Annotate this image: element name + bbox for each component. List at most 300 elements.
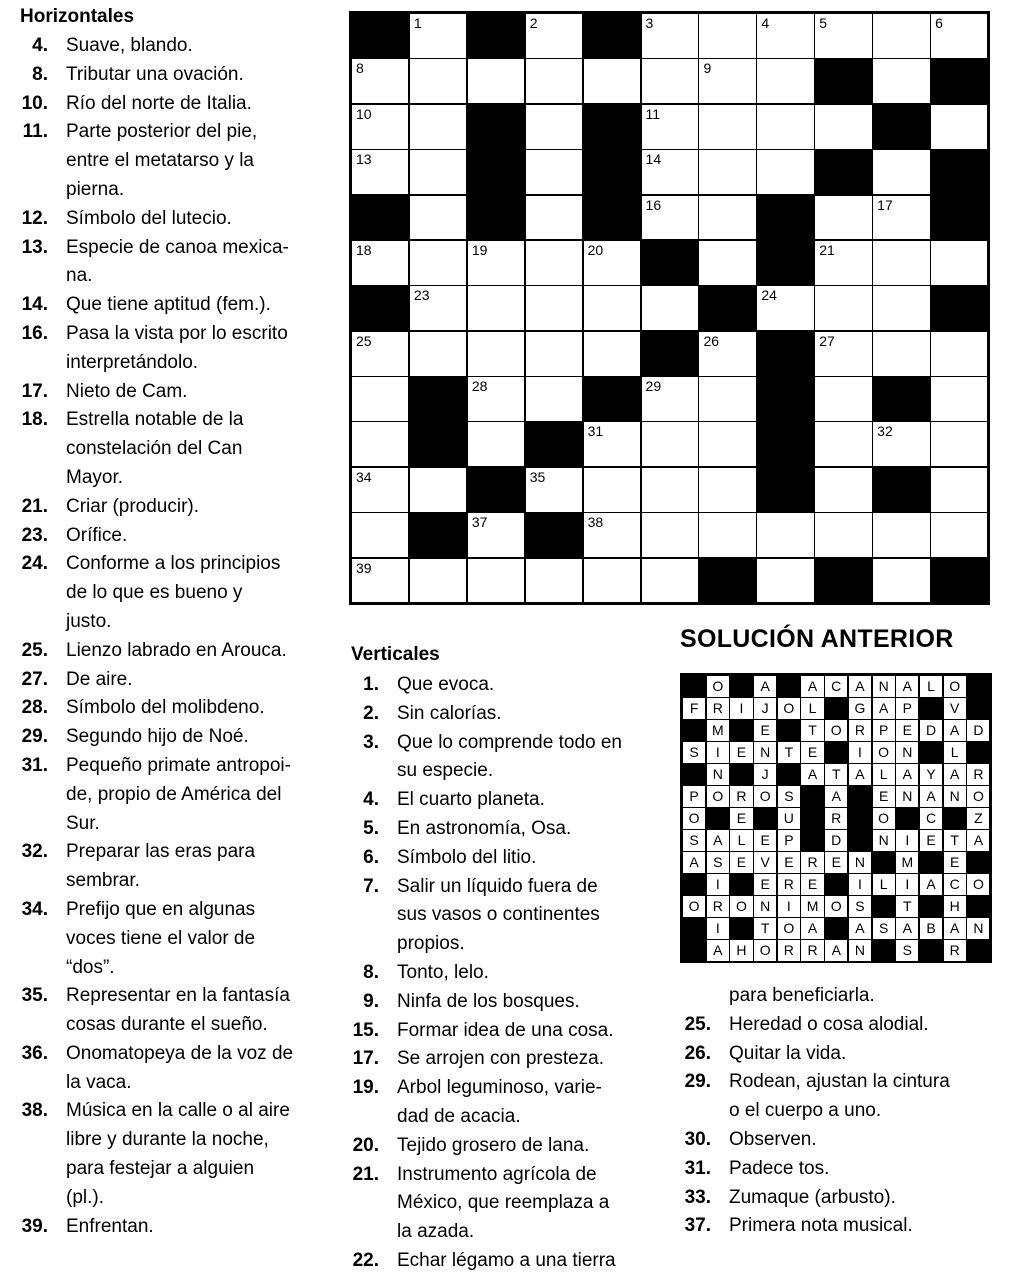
solution-black-cell — [800, 807, 824, 830]
crossword-cell[interactable] — [525, 58, 583, 104]
clue-line: Símbolo del litio. — [397, 846, 537, 868]
solution-letter-cell: S — [706, 851, 730, 874]
solution-letter-cell: J — [753, 697, 777, 720]
clue-line: Río del norte de Italia. — [66, 92, 252, 114]
clue-line: la vaca. — [66, 1071, 132, 1093]
solution-black-cell — [966, 741, 990, 764]
crossword-cell[interactable] — [583, 421, 641, 467]
clue-text — [729, 1011, 1003, 1040]
crossword-cell[interactable] — [641, 285, 699, 331]
crossword-cell[interactable] — [930, 512, 988, 558]
clue-number: 7. — [363, 875, 379, 897]
crossword-cell[interactable] — [872, 512, 930, 558]
crossword-cell[interactable] — [409, 58, 467, 104]
crossword-cell[interactable] — [814, 13, 872, 59]
clue-number: 19. — [352, 1077, 379, 1099]
crossword-cell[interactable] — [756, 285, 814, 331]
crossword-black-cell — [467, 13, 525, 59]
crossword-cell[interactable] — [872, 13, 930, 59]
clue-line: Orífice. — [66, 524, 128, 546]
cell-number: 8 — [356, 60, 364, 77]
solution-letter-cell: A — [706, 829, 730, 852]
clue-number: 4. — [363, 789, 379, 811]
clue-number: 17. — [21, 380, 48, 402]
verticales-title: Verticales — [351, 644, 440, 665]
crossword-cell[interactable] — [698, 13, 756, 59]
cell-number: 5 — [819, 15, 828, 31]
crossword-black-cell — [814, 149, 872, 195]
crossword-black-cell — [641, 240, 699, 286]
crossword-black-cell — [583, 104, 641, 150]
crossword-cell[interactable] — [525, 285, 583, 331]
crossword-cell[interactable] — [409, 104, 467, 150]
crossword-cell[interactable] — [583, 58, 641, 104]
clue-line: Ninfa de los bosques. — [397, 990, 580, 1012]
solution-letter-cell: I — [706, 873, 730, 896]
solution-black-cell — [729, 719, 753, 742]
clue-text — [66, 118, 332, 204]
crossword-cell[interactable] — [525, 558, 583, 604]
solution-letter-cell: A — [848, 763, 872, 786]
crossword-cell[interactable] — [756, 104, 814, 150]
crossword-cell[interactable] — [467, 512, 525, 558]
crossword-cell[interactable] — [583, 331, 641, 377]
clue-line: Quitar la vida. — [729, 1042, 847, 1064]
cell-number: 39 — [356, 559, 372, 576]
clue-text — [397, 671, 666, 700]
cell-number: 21 — [819, 241, 835, 258]
clue-text — [66, 723, 332, 752]
crossword-black-cell — [409, 512, 467, 558]
crossword-cell[interactable] — [525, 104, 583, 150]
horizontales-clue-list — [20, 32, 332, 1241]
solution-black-cell — [824, 873, 848, 896]
crossword-cell[interactable] — [872, 285, 930, 331]
clue-text — [66, 896, 332, 982]
solution-black-cell — [777, 675, 801, 698]
crossword-cell[interactable] — [698, 149, 756, 195]
verticales-clue-list-continued — [683, 982, 1003, 1241]
solution-black-cell — [919, 851, 943, 874]
clue-text — [397, 1074, 666, 1132]
crossword-cell[interactable] — [872, 149, 930, 195]
clue-line: Pasa la vista por lo escrito — [66, 322, 288, 344]
crossword-cell[interactable] — [872, 195, 930, 241]
solution-black-cell — [777, 763, 801, 786]
solution-black-cell — [706, 807, 730, 830]
crossword-cell[interactable] — [641, 195, 699, 241]
vertical-clue — [351, 1132, 666, 1161]
clue-line: Instrumento agrícola de — [397, 1163, 597, 1185]
solution-letter-cell: O — [943, 675, 967, 698]
horizontal-clue — [20, 694, 332, 723]
crossword-cell[interactable] — [351, 149, 409, 195]
crossword-cell[interactable] — [351, 376, 409, 422]
crossword-cell[interactable] — [814, 376, 872, 422]
solution-letter-cell: N — [753, 741, 777, 764]
crossword-cell[interactable] — [525, 331, 583, 377]
crossword-cell[interactable] — [525, 376, 583, 422]
solution-letter-cell: A — [753, 675, 777, 698]
crossword-cell[interactable] — [930, 13, 988, 59]
crossword-cell[interactable] — [814, 467, 872, 513]
horizontal-clue — [20, 406, 332, 492]
crossword-cell[interactable] — [467, 558, 525, 604]
solution-black-cell — [919, 741, 943, 764]
crossword-cell[interactable] — [872, 421, 930, 467]
crossword-cell[interactable] — [814, 421, 872, 467]
crossword-cell[interactable] — [756, 558, 814, 604]
crossword-cell[interactable] — [930, 467, 988, 513]
cell-number: 13 — [356, 151, 372, 168]
crossword-cell[interactable] — [467, 331, 525, 377]
crossword-cell[interactable] — [641, 512, 699, 558]
cell-number: 2 — [529, 15, 538, 31]
crossword-cell[interactable] — [409, 331, 467, 377]
vertical-clue — [351, 1017, 666, 1046]
crossword-cell[interactable] — [583, 512, 641, 558]
crossword-cell[interactable] — [698, 58, 756, 104]
crossword-cell[interactable] — [351, 331, 409, 377]
clue-text — [397, 815, 666, 844]
clue-number: 25. — [21, 639, 48, 661]
solution-letter-cell: N — [706, 763, 730, 786]
crossword-cell[interactable] — [641, 421, 699, 467]
clue-number: 3. — [363, 731, 379, 753]
cell-number: 19 — [471, 241, 488, 258]
solution-letter-cell: H — [943, 895, 967, 918]
crossword-cell[interactable] — [409, 240, 467, 286]
crossword-black-cell — [525, 421, 583, 467]
vertical-clue — [351, 959, 666, 988]
crossword-cell[interactable] — [525, 240, 583, 286]
crossword-cell[interactable] — [409, 285, 467, 331]
clue-number: 10. — [21, 92, 48, 114]
crossword-black-cell — [930, 58, 988, 104]
solution-letter-cell: E — [919, 829, 943, 852]
clue-number: 21. — [352, 1163, 379, 1185]
vertical-clue — [683, 1126, 1003, 1155]
solution-letter-cell: N — [966, 917, 990, 940]
solution-letter-cell: R — [824, 807, 848, 830]
solution-letter-cell: L — [872, 873, 896, 896]
crossword-cell[interactable] — [930, 376, 988, 422]
crossword-cell[interactable] — [351, 421, 409, 467]
crossword-cell[interactable] — [525, 149, 583, 195]
vertical-clue — [351, 1247, 666, 1276]
clue-line: Rodean, ajustan la cintura — [729, 1071, 950, 1093]
crossword-cell[interactable] — [351, 104, 409, 150]
clue-line: Formar idea de una cosa. — [397, 1019, 614, 1041]
clue-text — [66, 234, 332, 292]
crossword-cell[interactable] — [467, 240, 525, 286]
horizontal-clue — [20, 291, 332, 320]
crossword-cell[interactable] — [351, 58, 409, 104]
cell-number: 4 — [761, 15, 770, 31]
solution-letter-cell: L — [800, 697, 824, 720]
cell-number: 31 — [587, 423, 604, 440]
cell-number: 37 — [471, 514, 488, 531]
solution-letter-cell: A — [824, 785, 848, 808]
clue-text — [397, 1045, 666, 1074]
crossword-cell[interactable] — [872, 240, 930, 286]
solution-letter-cell: R — [966, 763, 990, 786]
clue-line: Sur. — [66, 812, 100, 834]
cell-number: 25 — [356, 332, 372, 349]
clue-line: Que lo comprende todo en — [397, 731, 622, 753]
solution-letter-cell: O — [682, 807, 706, 830]
vertical-clue — [351, 1074, 666, 1132]
crossword-cell[interactable] — [641, 58, 699, 104]
horizontal-clue — [20, 1097, 332, 1212]
clue-text — [66, 90, 332, 119]
vertical-clue — [351, 988, 666, 1017]
solution-letter-cell: R — [800, 939, 824, 962]
cell-number: 24 — [761, 287, 777, 304]
crossword-cell[interactable] — [814, 104, 872, 150]
clue-line: Que tiene aptitud (fem.). — [66, 294, 271, 316]
crossword-cell[interactable] — [930, 240, 988, 286]
clue-line: Que evoca. — [397, 674, 495, 695]
crossword-cell[interactable] — [698, 240, 756, 286]
solution-letter-cell: R — [943, 939, 967, 962]
crossword-cell[interactable] — [409, 558, 467, 604]
crossword-black-cell — [756, 240, 814, 286]
clue-number: 28. — [21, 697, 48, 719]
crossword-cell[interactable] — [756, 512, 814, 558]
solution-letter-cell: E — [895, 719, 919, 742]
solution-letter-cell: O — [753, 785, 777, 808]
crossword-cell[interactable] — [525, 195, 583, 241]
clue-line: El cuarto planeta. — [397, 789, 545, 811]
horizontal-clue — [20, 666, 332, 695]
solution-letter-cell: N — [895, 785, 919, 808]
solution-letter-cell: N — [753, 895, 777, 918]
solution-black-cell — [729, 675, 753, 698]
clue-line: Echar légamo a una tierra — [397, 1249, 616, 1271]
solution-letter-cell: A — [919, 785, 943, 808]
horizontal-clue — [20, 1040, 332, 1098]
clue-line: Tributar una ovación. — [66, 63, 244, 85]
solution-letter-cell: J — [753, 763, 777, 786]
crossword-cell[interactable] — [698, 376, 756, 422]
crossword-cell[interactable] — [872, 58, 930, 104]
crossword-cell[interactable] — [698, 512, 756, 558]
clue-text — [66, 752, 332, 838]
crossword-cell[interactable] — [641, 376, 699, 422]
solution-letter-cell: C — [919, 807, 943, 830]
clue-line: constelación del Can — [66, 438, 243, 460]
crossword-cell[interactable] — [814, 240, 872, 286]
crossword-cell[interactable] — [698, 421, 756, 467]
solution-black-cell — [966, 675, 990, 698]
solution-letter-cell: P — [872, 719, 896, 742]
crossword-black-cell — [583, 195, 641, 241]
cell-number: 20 — [587, 241, 604, 258]
crossword-cell[interactable] — [698, 104, 756, 150]
clue-text — [66, 1097, 332, 1212]
clue-line: cosas durante el sueño. — [66, 1014, 268, 1036]
clue-number: 29. — [21, 726, 48, 748]
crossword-cell[interactable] — [641, 13, 699, 59]
horizontal-clue — [20, 752, 332, 838]
solution-letter-cell: T — [895, 895, 919, 918]
crossword-black-cell — [351, 285, 409, 331]
solution-letter-cell: E — [800, 741, 824, 764]
horizontal-clue — [20, 61, 332, 90]
crossword-cell[interactable] — [351, 467, 409, 513]
clue-line: para festejar a alguien — [66, 1158, 255, 1180]
clue-line: “dos”. — [66, 956, 115, 978]
solution-letter-cell: S — [872, 917, 896, 940]
clue-line: su especie. — [397, 760, 494, 782]
crossword-cell[interactable] — [583, 558, 641, 604]
crossword-cell[interactable] — [525, 13, 583, 59]
clue-number: 16. — [21, 322, 48, 344]
clue-number: 25. — [684, 1013, 711, 1035]
crossword-cell[interactable] — [756, 58, 814, 104]
cell-number: 35 — [529, 468, 546, 485]
crossword-cell[interactable] — [872, 558, 930, 604]
crossword-cell[interactable] — [641, 104, 699, 150]
solution-letter-cell: T — [800, 719, 824, 742]
solution-letter-cell: M — [895, 851, 919, 874]
solution-letter-cell: Z — [966, 807, 990, 830]
crossword-cell[interactable] — [351, 558, 409, 604]
crossword-cell[interactable] — [698, 195, 756, 241]
cell-number: 17 — [877, 196, 893, 213]
verticales-clue-list — [351, 671, 666, 1276]
crossword-cell[interactable] — [583, 240, 641, 286]
crossword-cell[interactable] — [930, 421, 988, 467]
crossword-cell[interactable] — [930, 331, 988, 377]
solution-letter-cell: L — [943, 741, 967, 764]
clue-line: Mayor. — [66, 466, 124, 488]
crossword-cell[interactable] — [409, 149, 467, 195]
solution-letter-cell: P — [682, 785, 706, 808]
crossword-black-cell — [930, 149, 988, 195]
crossword-black-cell — [467, 104, 525, 150]
clue-line: propios. — [397, 933, 465, 955]
crossword-cell[interactable] — [467, 58, 525, 104]
clue-text — [397, 786, 666, 815]
crossword-cell[interactable] — [814, 285, 872, 331]
clue-number: 11. — [22, 121, 48, 143]
crossword-cell[interactable] — [351, 512, 409, 558]
solution-letter-cell: R — [777, 873, 801, 896]
horizontal-clue — [20, 838, 332, 896]
crossword-cell[interactable] — [698, 331, 756, 377]
clue-text — [729, 1126, 1003, 1155]
crossword-cell[interactable] — [409, 195, 467, 241]
crossword-cell[interactable] — [814, 512, 872, 558]
solution-letter-cell: A — [800, 763, 824, 786]
crossword-cell[interactable] — [583, 467, 641, 513]
crossword-cell[interactable] — [409, 13, 467, 59]
solution-letter-cell: A — [943, 719, 967, 742]
crossword-cell[interactable] — [467, 285, 525, 331]
solution-letter-cell: I — [706, 741, 730, 764]
solution-black-cell — [800, 829, 824, 852]
crossword-cell[interactable] — [641, 149, 699, 195]
cell-number: 38 — [587, 514, 604, 531]
solution-letter-cell: M — [706, 719, 730, 742]
solution-black-cell — [966, 895, 990, 918]
clue-line: Se arrojen con presteza. — [397, 1048, 605, 1070]
crossword-black-cell — [467, 195, 525, 241]
clue-text — [397, 844, 666, 873]
vertical-clue — [351, 844, 666, 873]
crossword-cell[interactable] — [583, 285, 641, 331]
clue-number: 30. — [684, 1128, 711, 1150]
crossword-cell[interactable] — [525, 467, 583, 513]
crossword-cell[interactable] — [872, 331, 930, 377]
crossword-cell[interactable] — [467, 421, 525, 467]
solution-letter-cell: O — [966, 785, 990, 808]
crossword-cell[interactable] — [814, 195, 872, 241]
crossword-cell[interactable] — [641, 467, 699, 513]
clue-number: 8. — [32, 63, 48, 85]
solution-black-cell — [800, 785, 824, 808]
crossword-cell[interactable] — [641, 558, 699, 604]
solution-black-cell — [682, 939, 706, 962]
solution-letter-cell: N — [872, 829, 896, 852]
vertical-clue — [683, 1040, 1003, 1069]
solution-black-cell — [966, 851, 990, 874]
crossword-black-cell — [756, 331, 814, 377]
clue-text — [66, 522, 332, 551]
crossword-cell[interactable] — [351, 240, 409, 286]
solution-black-cell — [872, 939, 896, 962]
crossword-cell[interactable] — [930, 104, 988, 150]
crossword-cell[interactable] — [467, 376, 525, 422]
crossword-black-cell — [525, 512, 583, 558]
crossword-cell[interactable] — [409, 467, 467, 513]
crossword-cell[interactable] — [756, 13, 814, 59]
clue-line: pierna. — [66, 178, 125, 200]
crossword-cell[interactable] — [756, 149, 814, 195]
horizontal-clue — [20, 550, 332, 636]
clue-number: 31. — [684, 1157, 711, 1179]
vertical-clue — [351, 786, 666, 815]
crossword-cell[interactable] — [698, 467, 756, 513]
solution-black-cell — [848, 829, 872, 852]
cell-number: 14 — [645, 151, 662, 168]
clue-line: Arbol leguminoso, varie- — [397, 1077, 602, 1099]
cell-number: 26 — [703, 332, 720, 349]
clue-text — [66, 694, 332, 723]
solution-letter-cell: A — [895, 675, 919, 698]
clue-text — [729, 1155, 1003, 1184]
solution-black-cell — [777, 719, 801, 742]
clue-line: Observen. — [729, 1128, 817, 1150]
solution-letter-cell: S — [848, 895, 872, 918]
clue-number: 5. — [363, 817, 379, 839]
clue-number: 35. — [21, 985, 48, 1007]
clue-line: Prefijo que en algunas — [66, 898, 256, 920]
crossword-cell[interactable] — [814, 331, 872, 377]
clue-line: Padece tos. — [729, 1157, 830, 1179]
vertical-clue — [683, 1011, 1003, 1040]
solution-letter-cell: V — [753, 851, 777, 874]
solution-letter-cell: A — [824, 939, 848, 962]
solution-letter-cell: N — [872, 675, 896, 698]
clue-number: 4. — [32, 35, 48, 56]
cell-number: 29 — [645, 378, 662, 395]
clue-number: 29. — [684, 1071, 711, 1093]
crossword-black-cell — [930, 558, 988, 604]
cell-number: 3 — [645, 15, 654, 31]
